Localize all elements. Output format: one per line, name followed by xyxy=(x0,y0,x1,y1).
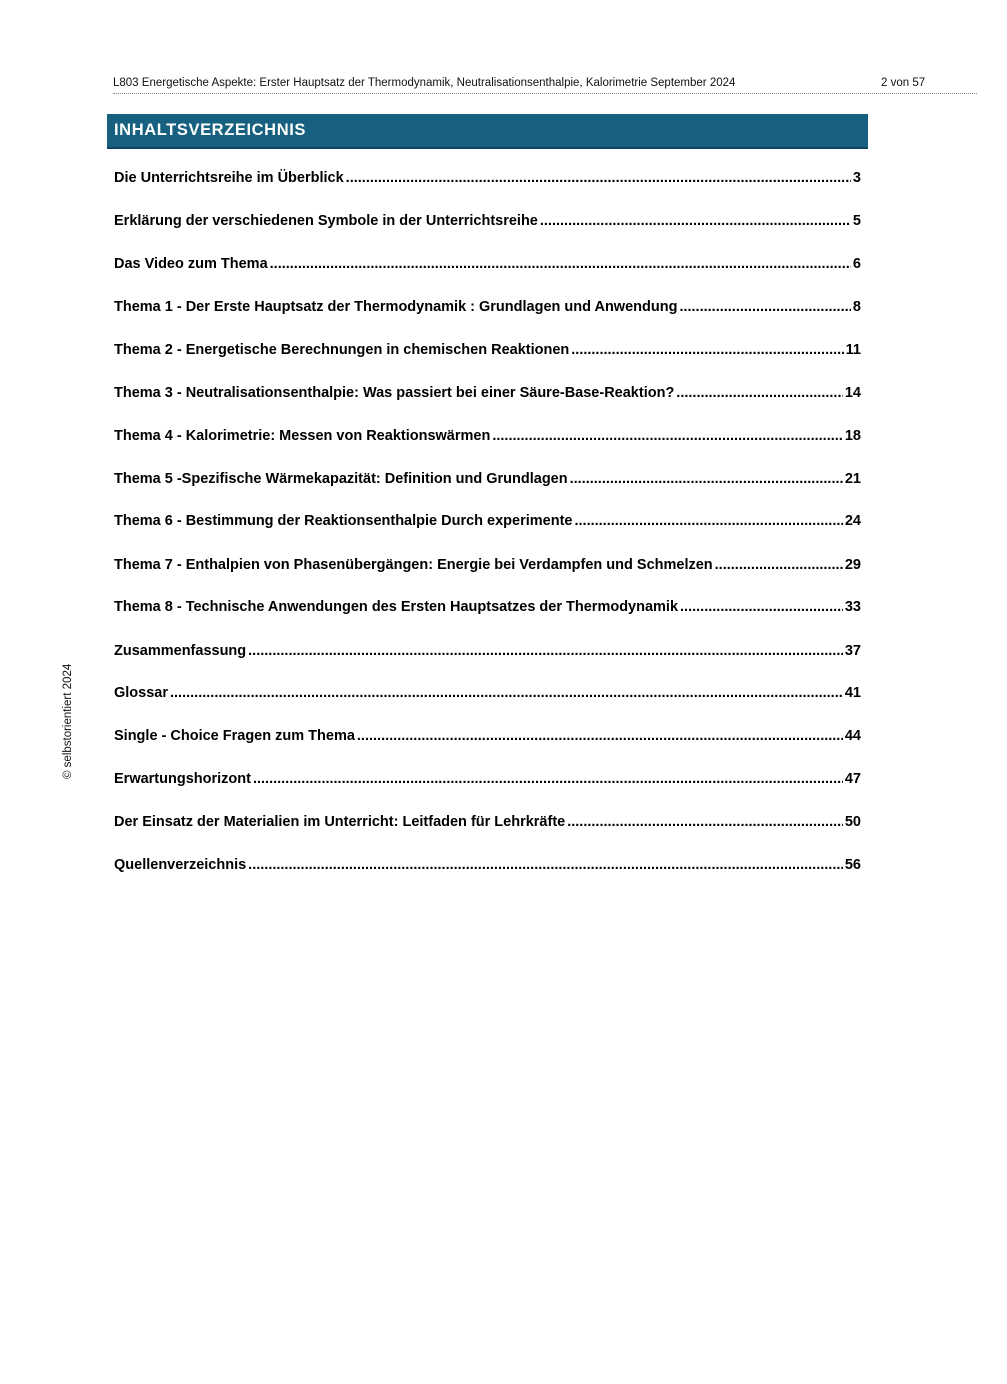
page-indicator: 2 von 57 xyxy=(881,77,926,89)
toc-entry[interactable] xyxy=(114,728,861,748)
toc-entry-page: 41 xyxy=(844,685,861,701)
toc-entry-page: 50 xyxy=(844,814,861,830)
toc-entry-title: Quellenverzeichnis xyxy=(114,857,247,873)
toc-leader xyxy=(567,814,843,830)
toc-entry[interactable] xyxy=(114,814,861,834)
toc-entry-page: 3 xyxy=(852,170,861,186)
toc-entry-page: 33 xyxy=(844,599,861,615)
toc-heading: INHALTSVERZEICHNIS xyxy=(114,121,307,139)
toc-entry[interactable] xyxy=(114,299,861,319)
toc-entry-title: Thema 5 -Spezifische Wärmekapazität: Definition und Grundlagen xyxy=(114,471,568,487)
toc-entry-title: Das Video zum Thema xyxy=(114,256,268,272)
toc-entry-title: Glossar xyxy=(114,685,168,701)
toc-entry-page: 11 xyxy=(845,342,861,358)
toc-leader xyxy=(570,471,843,487)
toc-entry-title: Der Einsatz der Materialien im Unterricht: Leitfaden für Lehrkräfte xyxy=(114,814,566,830)
toc-leader xyxy=(248,857,843,873)
document-title: L803 Energetische Aspekte: Erster Hauptsatz der Thermodynamik, Neutralisationsenthalpie, Kalorimetrie September 2024 xyxy=(113,77,736,89)
toc-entry[interactable] xyxy=(114,557,861,577)
toc-entry-title: Single - Choice Fragen zum Thema xyxy=(114,728,355,744)
toc-entry[interactable] xyxy=(114,599,861,619)
toc-entry-page: 56 xyxy=(844,857,861,873)
toc-leader xyxy=(170,685,843,701)
toc-entry[interactable] xyxy=(114,643,861,663)
toc-entry[interactable] xyxy=(114,170,861,190)
toc-entry-title: Thema 3 - Neutralisationsenthalpie: Was passiert bei einer Säure-Base-Reaktion? xyxy=(114,385,675,401)
toc-entry[interactable] xyxy=(114,857,861,877)
toc-entry-page: 6 xyxy=(852,256,861,272)
toc-leader xyxy=(492,428,843,444)
toc-entry-page: 18 xyxy=(844,428,861,444)
toc-entry-title: Thema 1 - Der Erste Hauptsatz der Thermodynamik : Grundlagen und Anwendung xyxy=(114,299,678,315)
toc-entry-title: Erwartungshorizont xyxy=(114,771,251,787)
toc-entry[interactable] xyxy=(114,213,861,233)
toc-entry-page: 8 xyxy=(852,299,861,315)
toc-leader xyxy=(574,513,842,529)
toc-entry-page: 21 xyxy=(844,471,861,487)
toc-entry-page: 24 xyxy=(844,513,861,529)
toc-entry-title: Zusammenfassung xyxy=(114,643,247,659)
toc-leader xyxy=(679,299,850,315)
toc-entry-page: 14 xyxy=(844,385,861,401)
toc-leader xyxy=(676,385,843,401)
toc-heading-band xyxy=(107,114,868,149)
toc-entry[interactable] xyxy=(114,471,861,491)
toc-entry-page: 47 xyxy=(844,771,861,787)
toc-entry[interactable] xyxy=(114,256,861,276)
toc-entry[interactable] xyxy=(114,685,861,705)
toc-entry-title: Erklärung der verschiedenen Symbole in der Unterrichtsreihe xyxy=(114,213,538,229)
toc-entry[interactable] xyxy=(114,385,861,405)
toc-entry[interactable] xyxy=(114,771,861,791)
toc-leader xyxy=(253,771,843,787)
toc-entry[interactable] xyxy=(114,513,861,533)
toc-entry-title: Thema 4 - Kalorimetrie: Messen von Reaktionswärmen xyxy=(114,428,491,444)
toc-leader xyxy=(346,170,851,186)
toc-leader xyxy=(248,643,843,659)
copyright-notice: © selbstorientiert 2024 xyxy=(62,663,74,779)
toc-leader xyxy=(680,599,843,615)
toc-entry-title: Thema 8 - Technische Anwendungen des Ersten Hauptsatzes der Thermodynamik xyxy=(114,599,679,615)
toc-entry[interactable] xyxy=(114,342,861,362)
toc-entry-page: 44 xyxy=(844,728,861,744)
toc-leader xyxy=(571,342,843,358)
toc-leader xyxy=(540,213,851,229)
toc-entry-page: 37 xyxy=(844,643,861,659)
toc-entry-title: Thema 7 - Enthalpien von Phasenübergängen: Energie bei Verdampfen und Schmelzen xyxy=(114,557,713,573)
page-header xyxy=(113,76,977,94)
toc-entry-title: Thema 6 - Bestimmung der Reaktionsenthalpie Durch experimente xyxy=(114,513,573,529)
toc-entry-page: 5 xyxy=(852,213,861,229)
toc-entry-title: Die Unterrichtsreihe im Überblick xyxy=(114,170,344,186)
toc-leader xyxy=(357,728,843,744)
toc-entry[interactable] xyxy=(114,428,861,448)
toc-entry-title: Thema 2 - Energetische Berechnungen in chemischen Reaktionen xyxy=(114,342,570,358)
toc-leader xyxy=(715,557,843,573)
toc-leader xyxy=(270,256,851,272)
toc-entry-page: 29 xyxy=(844,557,861,573)
